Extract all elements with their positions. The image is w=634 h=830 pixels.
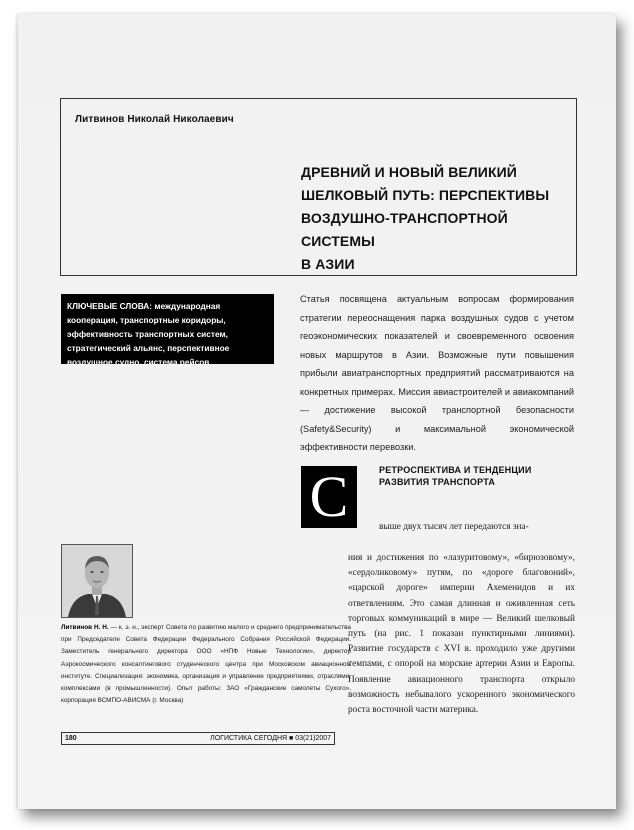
title-line: ДРЕВНИЙ И НОВЫЙ ВЕЛИКИЙ bbox=[301, 164, 517, 180]
portrait-image bbox=[62, 545, 132, 617]
author-name: Литвинов Николай Николаевич bbox=[75, 114, 234, 125]
title-line: ВОЗДУШНО-ТРАНСПОРТНОЙ СИСТЕМЫ bbox=[301, 210, 508, 249]
keywords-text: международная кооперация, транспортные коридоры, эффективность транспортных систем, стратегический альянс, перспективное воздушное судно, система рейсов bbox=[67, 301, 230, 367]
page-footer bbox=[61, 732, 335, 745]
section-heading bbox=[379, 464, 559, 488]
author-photo bbox=[61, 544, 133, 618]
abstract: Статья посвящена актуальным вопросам формирования стратегии переоснащения парка воздушных судов с учетом геоэкономических показателей и своевременного освоения новых маршрутов в Азии. Возможные пути повышения прибыли авиатранспортных предприятий рассматриваются на конкретных примерах. Миссия авиастроителей и авиакомпаний — достижение высокой транспортной безопасности (Safety&Security) и максимальной экономической эффективности перевозки. bbox=[300, 294, 574, 452]
section-heading-line: РЕТРОСПЕКТИВА И ТЕНДЕНЦИИ bbox=[379, 465, 532, 475]
bio-name: Литвинов Н. Н. bbox=[61, 624, 109, 631]
drop-cap: С bbox=[301, 466, 357, 528]
body-text: ния и достижения по «лазуритовому», «бирюзовому», «сердоликовому» путям, по «дороге благовоний», «царской дороге» империи Ахеменидов и их ответвлениям. Это самая длинная и оживленная сеть торговых коммуникаций в мире — Великий шелковый путь (на рис. 1 показан пунктирными линиями). Развитие государств с XVI в. проходило уже другими темпами, с опорой на морские артерии Азии и Европы. Появление авиационного транспорта открыло возможность небывалого ускоренного экономического роста восточной части материка. bbox=[348, 553, 575, 716]
title-line: В АЗИИ bbox=[301, 256, 355, 272]
page-number: 180 bbox=[65, 735, 77, 742]
bio-text: — к. э. н., эксперт Совета по развитию малого и среднего предпринимательства при Председателе Совета Федерации Федерального Собрания Российской Федерации. Заместитель генерального директора ООО «НПФ Новые Технологии», директор Аэрокосмического консалтингового студенческого центра при Московском авиационном институте. Специализация: экономика, организация и управление предприятиями, отраслями, комплексами (в промышленности). Опыт работы: ЗАО «Гражданские самолеты Сухого», корпорация ВСМПО-АВИСМА (г. Москва) bbox=[61, 624, 351, 705]
author-bio bbox=[61, 622, 351, 707]
magazine-page bbox=[18, 14, 616, 809]
title-line: ШЕЛКОВЫЙ ПУТЬ: ПЕРСПЕКТИВЫ bbox=[301, 187, 550, 203]
keywords-label: КЛЮЧЕВЫЕ СЛОВА: bbox=[67, 301, 153, 311]
body-text-first-line: выше двух тысяч лет передаются зна- bbox=[379, 522, 529, 532]
article-title bbox=[301, 161, 571, 276]
section-heading-line: РАЗВИТИЯ ТРАНСПОРТА bbox=[379, 477, 496, 487]
title-box bbox=[60, 98, 577, 276]
keywords-box bbox=[61, 294, 274, 367]
journal-name: ЛОГИСТИКА СЕГОДНЯ ■ 03(21)2007 bbox=[210, 735, 331, 742]
